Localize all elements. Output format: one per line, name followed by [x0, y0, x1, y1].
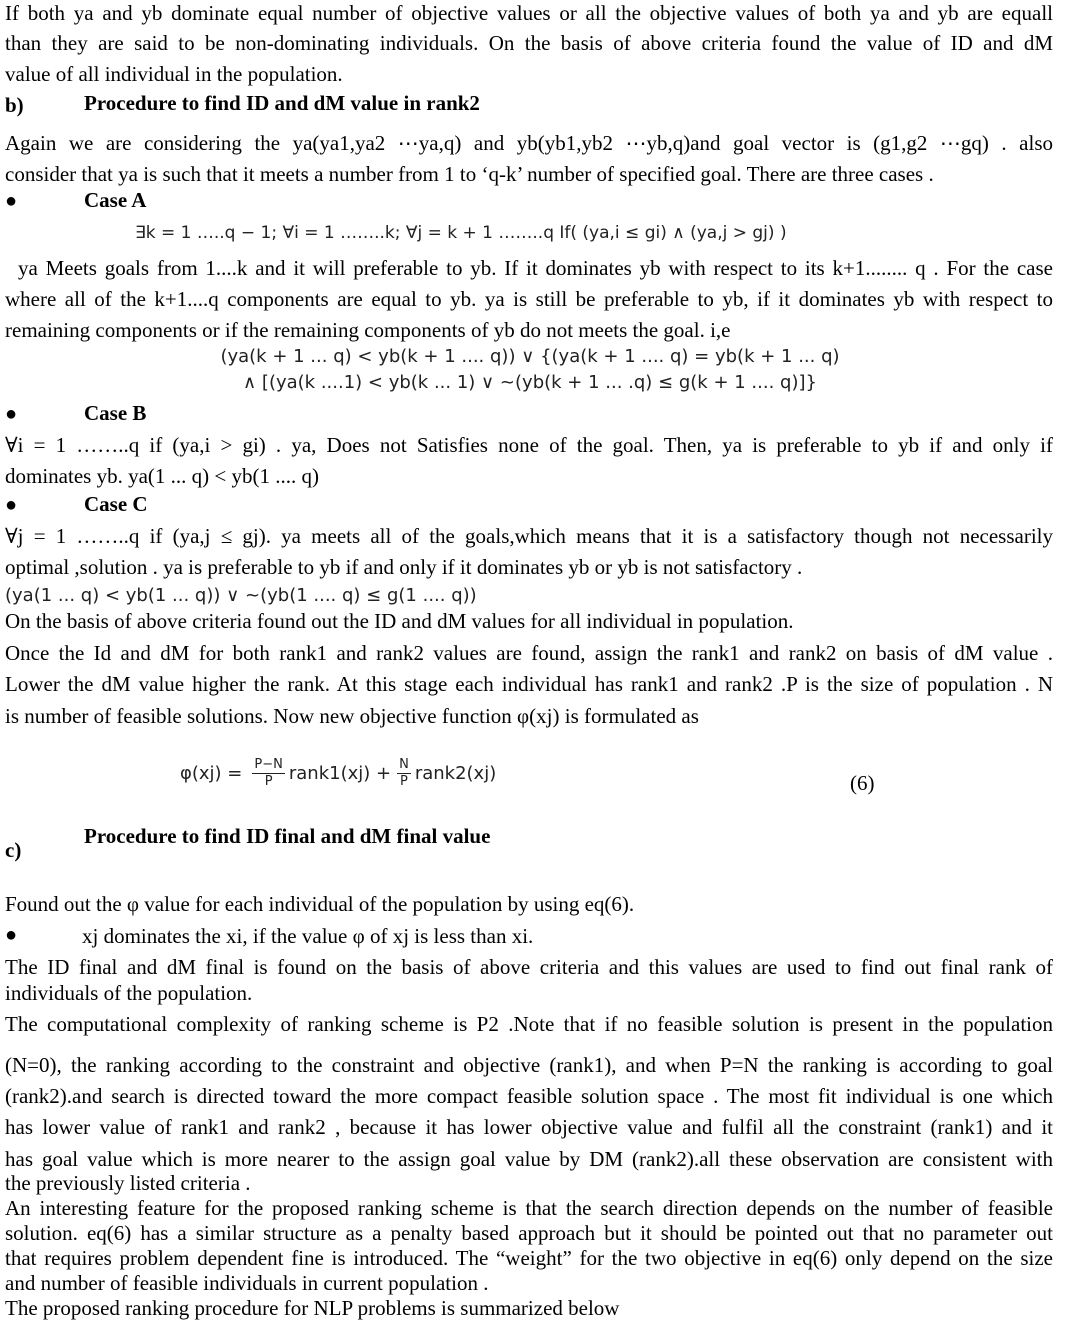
text-line: (rank2).and search is directed toward the more compact feasible solution space . The most fit individual is one which	[5, 1084, 1053, 1108]
section-label: b)	[5, 93, 24, 117]
eq6-mid: rank1(xj) +	[288, 762, 392, 784]
equation-number: (6)	[850, 771, 875, 795]
text-line: ya Meets goals from 1....k and it will preferable to yb. If it dominates yb with respect to its k+1........ q . For the case	[18, 256, 1053, 280]
text-line: Again we are considering the ya(ya1,ya2 ⋯ya,q) and yb(yb1,yb2 ⋯yb,q)and goal vector is (g1,g2 ⋯gq) . also	[5, 131, 1053, 155]
case-label: Case C	[84, 492, 148, 516]
case-label: Case A	[84, 188, 147, 212]
section-label: c)	[5, 838, 22, 862]
eq6-lhs: φ(xj) =	[180, 762, 243, 784]
text-line: (N=0), the ranking according to the constraint and objective (rank1), and when P=N the ranking is according to goal	[5, 1053, 1053, 1077]
text-line: An interesting feature for the proposed ranking scheme is that the search direction depends on the number of feasible	[5, 1196, 1053, 1220]
text-line: ∀i = 1 ……..q if (ya,i > gi) . ya, Does not Satisfies none of the goal. Then, ya is preferable to yb if and only if	[5, 433, 1053, 457]
fraction-denominator: P	[264, 773, 273, 789]
fraction	[397, 757, 411, 790]
text-line: where all of the k+1....q components are equal to yb. ya is still be preferable to yb, if it dominates yb with respect to	[5, 287, 1053, 311]
text-line: Found out the φ value for each individual of the population by using eq(6).	[5, 892, 635, 916]
text-line: has goal value which is more nearer to the assign goal value by DM (rank2).all these observation are consistent with	[5, 1147, 1053, 1171]
text-line: and number of feasible individuals in current population .	[5, 1271, 489, 1295]
text-line: that requires problem dependent fine is introduced. The “weight” for the two objective in eq(6) only depend on the size	[5, 1246, 1053, 1270]
bullet-icon: ●	[5, 494, 18, 516]
text-line: solution. eq(6) has a similar structure as a penalty based approach but it should be pointed out that no parameter out	[5, 1221, 1053, 1245]
section-heading: Procedure to find ID final and dM final value	[84, 824, 491, 848]
text-line: has lower value of rank1 and rank2 , because it has lower objective value and fulfil all the constraint (rank1) and it	[5, 1115, 1053, 1139]
fraction-numerator: P−N	[254, 756, 283, 772]
text-line: remaining components or if the remaining components of yb do not meets the goal. i,e	[5, 318, 731, 342]
text-line: than they are said to be non-dominating individuals. On the basis of above criteria found the value of ID and dM	[5, 31, 1053, 55]
fraction-denominator: P	[400, 773, 408, 789]
section-heading: Procedure to find ID and dM value in rank2	[84, 91, 480, 115]
text-line: Once the Id and dM for both rank1 and rank2 values are found, assign the rank1 and rank2 on basis of dM value .	[5, 641, 1053, 665]
bullet-icon: ●	[5, 403, 18, 425]
text-line: The ID final and dM final is found on the basis of above criteria and this values are used to find out final rank of	[5, 955, 1053, 979]
text-line: is number of feasible solutions. Now new objective function φ(xj) is formulated as	[5, 704, 699, 728]
text-line: dominates yb. ya(1 ... q) < yb(1 .... q)	[5, 464, 319, 488]
text-line: consider that ya is such that it meets a number from 1 to ‘q-k’ number of specified goal. There are three cases .	[5, 162, 934, 186]
equation: ∧ [(ya(k ....1) < yb(k ... 1) ∨ ~(yb(k + 1 ... .q) ≤ g(k + 1 .... q)]}	[243, 372, 817, 393]
fraction	[252, 757, 284, 790]
bullet-icon: ●	[5, 190, 18, 212]
text-line: ∀j = 1 ……..q if (ya,j ≤ gj). ya meets all of the goals,which means that it is a satisfactory though not necessarily	[5, 524, 1053, 548]
text-line: xj dominates the xi, if the value φ of xj is less than xi.	[82, 924, 534, 948]
equation: (ya(1 ... q) < yb(1 ... q)) ∨ ~(yb(1 .... q) ≤ g(1 .... q))	[5, 585, 477, 606]
equation: (ya(k + 1 ... q) < yb(k + 1 .... q)) ∨ {(ya(k + 1 .... q) = yb(k + 1 ... q)	[220, 346, 840, 367]
eq6-end: rank2(xj)	[414, 762, 497, 784]
text-line: optimal ,solution . ya is preferable to yb if and only if it dominates yb or yb is not satisfactory .	[5, 555, 803, 579]
text-line: individuals of the population.	[5, 981, 253, 1005]
text-line: The computational complexity of ranking scheme is P2 .Note that if no feasible solution is present in the population	[5, 1012, 1053, 1036]
formula: ∃k = 1 …..q − 1; ∀i = 1 ……..k; ∀j = k + 1 ……..q If( (ya,i ≤ gi) ∧ (ya,j > gj) )	[135, 223, 787, 243]
equation-6	[180, 748, 496, 798]
text-line: value of all individual in the population.	[5, 62, 343, 86]
text-line: the previously listed criteria .	[5, 1171, 251, 1195]
case-label: Case B	[84, 401, 147, 425]
text-line: Lower the dM value higher the rank. At this stage each individual has rank1 and rank2 .P is the size of population . N	[5, 672, 1053, 696]
bullet-icon: ●	[5, 924, 18, 946]
text-line: On the basis of above criteria found out the ID and dM values for all individual in population.	[5, 609, 794, 633]
text-line: The proposed ranking procedure for NLP problems is summarized below	[5, 1296, 620, 1320]
fraction-numerator: N	[399, 756, 409, 772]
text-line: If both ya and yb dominate equal number of objective values or all the objective values of both ya and yb are equall	[5, 1, 1053, 25]
